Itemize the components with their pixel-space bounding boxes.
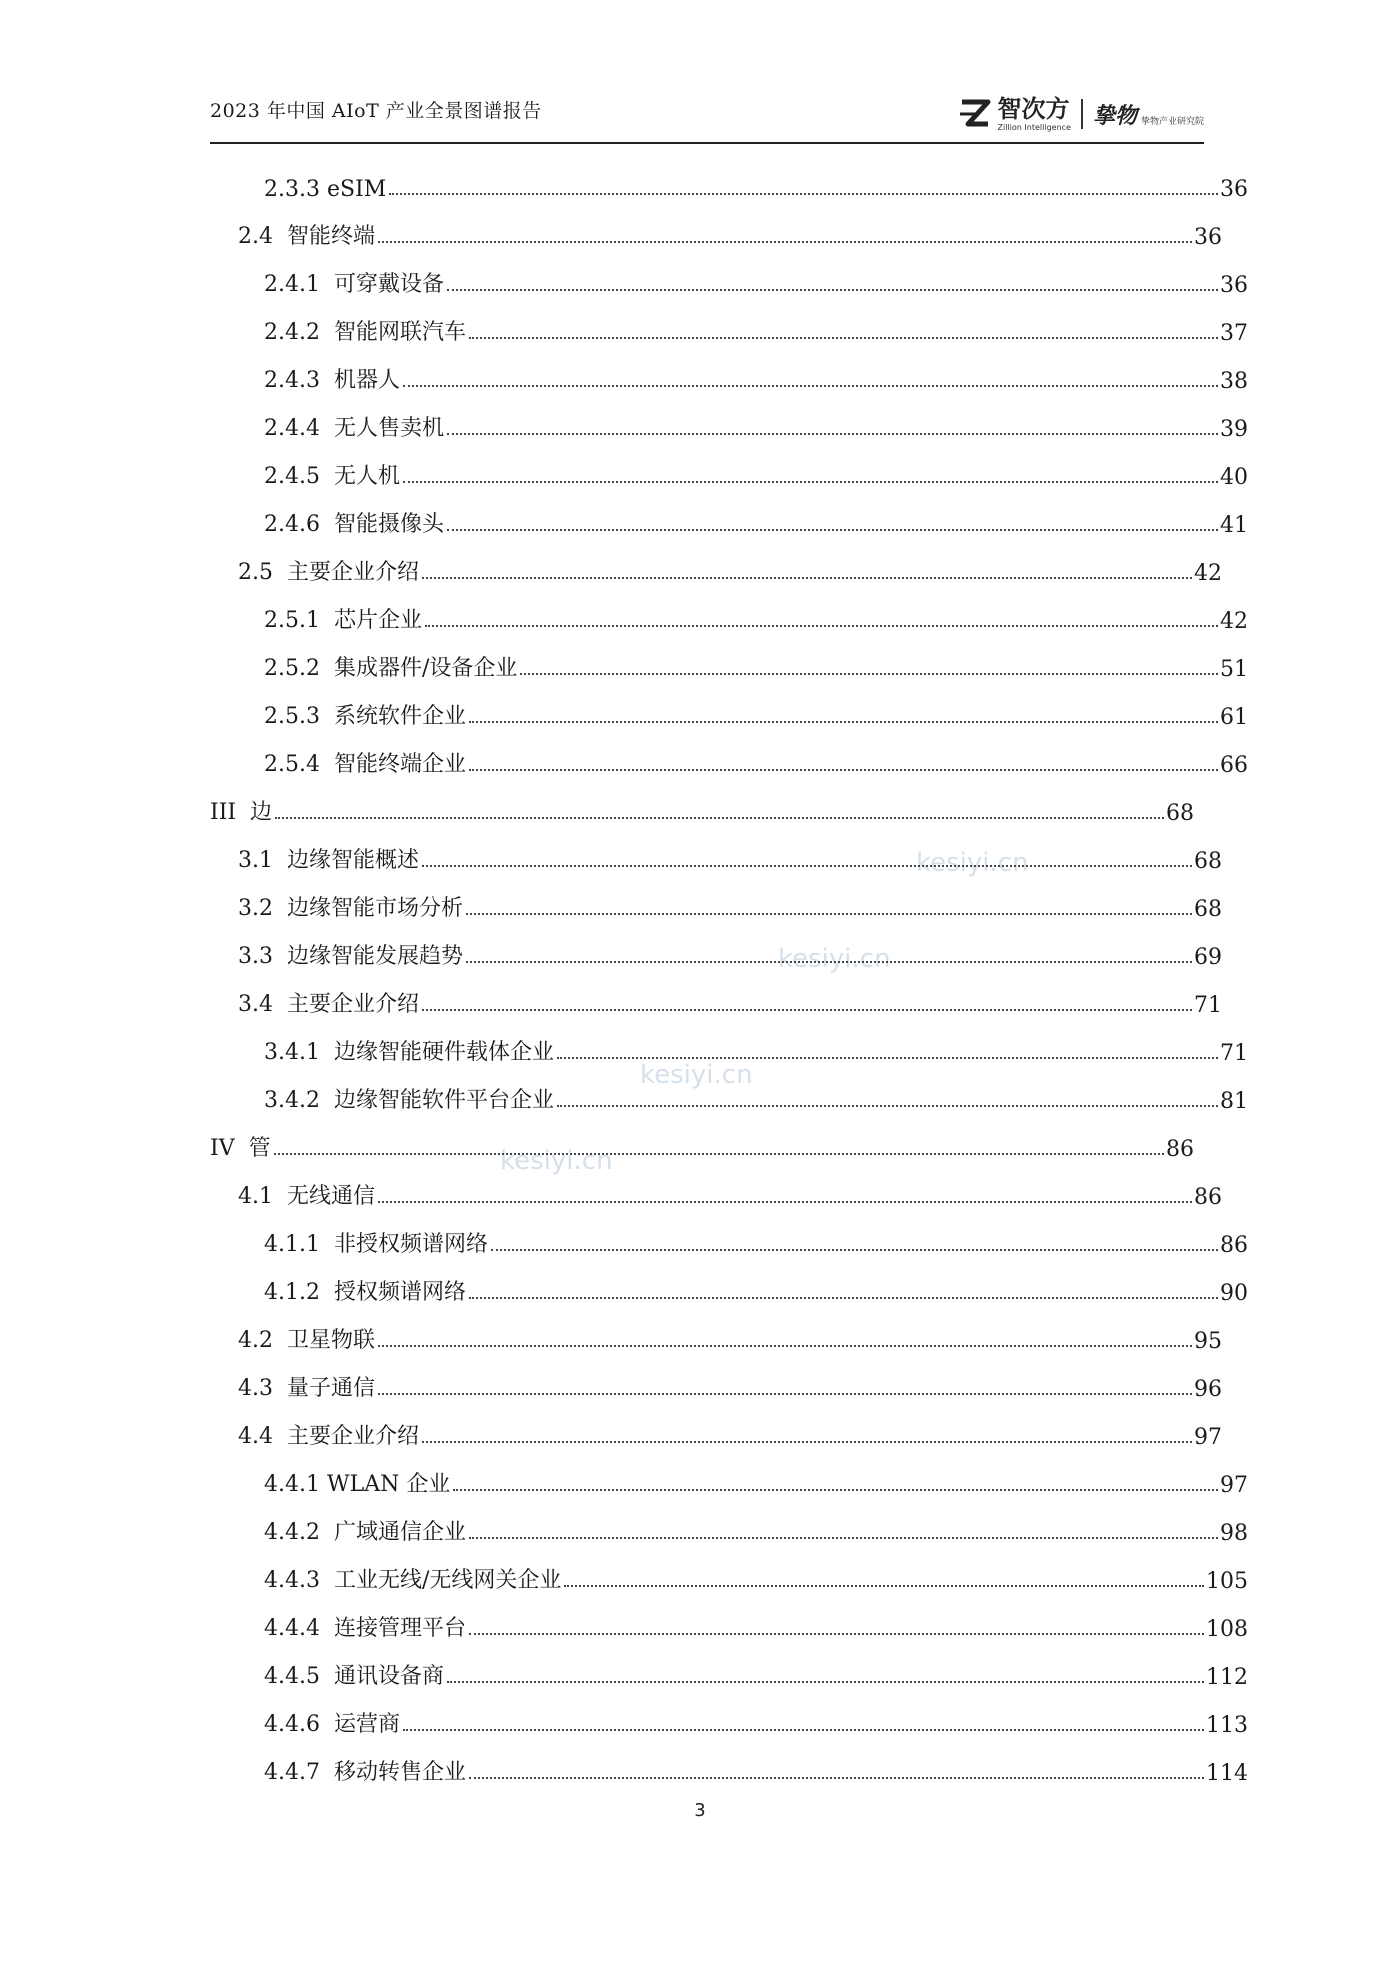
toc-leader-dots bbox=[466, 961, 1192, 963]
toc-entry-page: 112 bbox=[1206, 1665, 1248, 1690]
toc-entry[interactable] bbox=[210, 1320, 1222, 1354]
institute-name: 挚物产业研究院 bbox=[1140, 116, 1204, 127]
toc-entry[interactable] bbox=[210, 456, 1248, 490]
toc-entry-page: 41 bbox=[1220, 513, 1248, 538]
toc-entry-page: 40 bbox=[1220, 465, 1248, 490]
watermark-text: kesiyi.cn bbox=[500, 1146, 613, 1176]
toc-entry-page: 71 bbox=[1220, 1041, 1248, 1066]
toc-entry-page: 38 bbox=[1220, 369, 1248, 394]
toc-leader-dots bbox=[422, 865, 1192, 867]
toc-entry-label: 2.5.3 系统软件企业 bbox=[264, 699, 467, 730]
logo-divider bbox=[1081, 99, 1083, 129]
toc-entry-page: 61 bbox=[1220, 705, 1248, 730]
toc-entry-page: 36 bbox=[1220, 273, 1248, 298]
toc-entry-page: 42 bbox=[1194, 561, 1222, 586]
toc-entry-page: 36 bbox=[1194, 225, 1222, 250]
toc-entry-label: 3.4 主要企业介绍 bbox=[238, 987, 420, 1018]
toc-entry[interactable] bbox=[210, 1656, 1248, 1690]
toc-entry[interactable] bbox=[210, 264, 1248, 298]
toc-entry-page: 69 bbox=[1194, 945, 1222, 970]
toc-entry-label: 4.4.4 连接管理平台 bbox=[264, 1611, 467, 1642]
toc-entry-page: 68 bbox=[1194, 849, 1222, 874]
toc-entry-label: 3.4.2 边缘智能软件平台企业 bbox=[264, 1083, 555, 1114]
toc-entry-label: 4.1.2 授权频谱网络 bbox=[264, 1275, 467, 1306]
toc-entry-label: 2.4.5 无人机 bbox=[264, 459, 401, 490]
toc-entry-page: 114 bbox=[1206, 1761, 1248, 1786]
toc-leader-dots bbox=[469, 769, 1218, 771]
toc-leader-dots bbox=[469, 721, 1218, 723]
logo-en: Zillion Intelligence bbox=[997, 122, 1071, 132]
toc-entry-label: IV 管 bbox=[210, 1131, 272, 1162]
toc-leader-dots bbox=[274, 1153, 1164, 1155]
toc-entry[interactable] bbox=[210, 1704, 1248, 1738]
toc-entry-label: 2.5 主要企业介绍 bbox=[238, 555, 420, 586]
toc-entry-page: 86 bbox=[1166, 1137, 1194, 1162]
toc-entry[interactable] bbox=[210, 648, 1248, 682]
toc-entry-label: 2.5.2 集成器件/设备企业 bbox=[264, 651, 518, 682]
toc-leader-dots bbox=[403, 1729, 1204, 1731]
publisher-logo bbox=[958, 92, 1204, 136]
toc-entry[interactable] bbox=[210, 984, 1222, 1018]
toc-entry-page: 86 bbox=[1194, 1185, 1222, 1210]
toc-leader-dots bbox=[403, 481, 1218, 483]
watermark-text: kesiyi.cn bbox=[640, 1060, 753, 1090]
toc-entry-page: 42 bbox=[1220, 609, 1248, 634]
logo-text bbox=[997, 94, 1071, 132]
toc-entry-label: 4.4.6 运营商 bbox=[264, 1707, 401, 1738]
toc-entry[interactable] bbox=[210, 888, 1222, 922]
toc-leader-dots bbox=[425, 625, 1218, 627]
toc-entry-label: 2.4.6 智能摄像头 bbox=[264, 507, 445, 538]
toc-entry-page: 68 bbox=[1166, 801, 1194, 826]
toc-entry-label: 3.4.1 边缘智能硬件载体企业 bbox=[264, 1035, 555, 1066]
toc-entry-page: 96 bbox=[1194, 1377, 1222, 1402]
toc-leader-dots bbox=[403, 385, 1218, 387]
toc-entry-label: 4.1 无线通信 bbox=[238, 1179, 376, 1210]
toc-entry-label: 2.4.2 智能网联汽车 bbox=[264, 315, 467, 346]
institute-logo-mark: 挚物 bbox=[1092, 103, 1137, 129]
toc-entry[interactable] bbox=[210, 1128, 1194, 1162]
toc-entry-label: 4.4.2 广域通信企业 bbox=[264, 1515, 467, 1546]
toc-leader-dots bbox=[557, 1057, 1218, 1059]
toc-entry-page: 71 bbox=[1194, 993, 1222, 1018]
toc-entry-label: 2.3.3 eSIM bbox=[264, 177, 387, 202]
toc-entry-label: 4.2 卫星物联 bbox=[238, 1323, 376, 1354]
toc-leader-dots bbox=[469, 337, 1218, 339]
toc-leader-dots bbox=[447, 433, 1218, 435]
toc-entry-page: 36 bbox=[1220, 177, 1248, 202]
toc-entry-page: 98 bbox=[1220, 1521, 1248, 1546]
toc-entry[interactable] bbox=[210, 1080, 1248, 1114]
toc-entry[interactable] bbox=[210, 936, 1222, 970]
toc-leader-dots bbox=[469, 1633, 1204, 1635]
toc-entry[interactable] bbox=[210, 408, 1248, 442]
toc-leader-dots bbox=[469, 1537, 1218, 1539]
toc-entry[interactable] bbox=[210, 360, 1248, 394]
toc-entry-label: 4.4 主要企业介绍 bbox=[238, 1419, 420, 1450]
page-number: 3 bbox=[694, 1800, 706, 1821]
toc-entry-page: 86 bbox=[1220, 1233, 1248, 1258]
toc-leader-dots bbox=[447, 1681, 1204, 1683]
toc-entry[interactable] bbox=[210, 504, 1248, 538]
toc-entry[interactable] bbox=[210, 696, 1248, 730]
toc-entry[interactable] bbox=[210, 1464, 1248, 1498]
toc-entry-label: 4.4.7 移动转售企业 bbox=[264, 1755, 467, 1786]
toc-entry[interactable] bbox=[210, 1176, 1222, 1210]
toc-leader-dots bbox=[447, 529, 1218, 531]
toc-entry[interactable] bbox=[210, 1752, 1248, 1786]
zillion-logo-icon bbox=[958, 98, 992, 130]
toc-leader-dots bbox=[378, 241, 1192, 243]
toc-entry-label: III 边 bbox=[210, 795, 273, 826]
toc-leader-dots bbox=[469, 1777, 1204, 1779]
toc-entry-page: 113 bbox=[1206, 1713, 1248, 1738]
toc-entry-label: 4.1.1 非授权频谱网络 bbox=[264, 1227, 489, 1258]
toc-entry[interactable] bbox=[210, 1368, 1222, 1402]
toc-leader-dots bbox=[453, 1489, 1218, 1491]
toc-leader-dots bbox=[466, 913, 1192, 915]
watermark-text: kesiyi.cn bbox=[916, 848, 1029, 878]
toc-entry[interactable] bbox=[210, 168, 1248, 202]
toc-entry[interactable] bbox=[210, 1512, 1248, 1546]
toc-leader-dots bbox=[422, 1441, 1192, 1443]
logo-cn: 智次方 bbox=[997, 94, 1070, 123]
toc-entry[interactable] bbox=[210, 216, 1222, 250]
toc-entry-label: 3.2 边缘智能市场分析 bbox=[238, 891, 464, 922]
toc-entry-label: 2.5.4 智能终端企业 bbox=[264, 747, 467, 778]
header-rule bbox=[210, 142, 1204, 144]
toc-leader-dots bbox=[520, 673, 1218, 675]
toc-leader-dots bbox=[275, 817, 1164, 819]
report-title: 2023 年中国 AIoT 产业全景图谱报告 bbox=[210, 100, 542, 122]
toc-entry-page: 81 bbox=[1220, 1089, 1248, 1114]
toc-entry[interactable] bbox=[210, 1272, 1248, 1306]
toc-entry-label: 3.1 边缘智能概述 bbox=[238, 843, 420, 874]
toc-entry[interactable] bbox=[210, 1560, 1248, 1594]
toc-entry[interactable] bbox=[210, 1032, 1248, 1066]
toc-entry-label: 2.4.4 无人售卖机 bbox=[264, 411, 445, 442]
toc-leader-dots bbox=[378, 1393, 1192, 1395]
toc-entry-page: 97 bbox=[1194, 1425, 1222, 1450]
toc-entry[interactable] bbox=[210, 792, 1194, 826]
toc-entry-label: 4.4.3 工业无线/无线网关企业 bbox=[264, 1563, 562, 1594]
watermark-text: kesiyi.cn bbox=[778, 944, 891, 974]
toc-entry-page: 95 bbox=[1194, 1329, 1222, 1354]
toc-entry-label: 2.4 智能终端 bbox=[238, 219, 376, 250]
toc-entry-page: 108 bbox=[1206, 1617, 1248, 1642]
toc-entry-page: 51 bbox=[1220, 657, 1248, 682]
toc-entry[interactable] bbox=[210, 600, 1248, 634]
toc-leader-dots bbox=[422, 577, 1192, 579]
toc-leader-dots bbox=[491, 1249, 1218, 1251]
toc-leader-dots bbox=[564, 1585, 1204, 1587]
toc-entry-label: 4.4.5 通讯设备商 bbox=[264, 1659, 445, 1690]
toc-leader-dots bbox=[378, 1201, 1192, 1203]
toc-entry-page: 90 bbox=[1220, 1281, 1248, 1306]
toc-entry-page: 37 bbox=[1220, 321, 1248, 346]
toc-leader-dots bbox=[557, 1105, 1218, 1107]
toc-leader-dots bbox=[447, 289, 1218, 291]
toc-entry[interactable] bbox=[210, 744, 1248, 778]
toc-entry-page: 68 bbox=[1194, 897, 1222, 922]
toc-leader-dots bbox=[422, 1009, 1192, 1011]
toc-entry-label: 4.4.1 WLAN 企业 bbox=[264, 1467, 451, 1498]
toc-entry[interactable] bbox=[210, 312, 1248, 346]
toc-entry-page: 39 bbox=[1220, 417, 1248, 442]
toc-entry[interactable] bbox=[210, 552, 1222, 586]
toc-entry-label: 3.3 边缘智能发展趋势 bbox=[238, 939, 464, 970]
toc-entry[interactable] bbox=[210, 840, 1222, 874]
toc-leader-dots bbox=[389, 193, 1218, 195]
toc-entry[interactable] bbox=[210, 1416, 1222, 1450]
toc-leader-dots bbox=[469, 1297, 1218, 1299]
toc-entry-page: 105 bbox=[1206, 1569, 1248, 1594]
toc-entry-page: 66 bbox=[1220, 753, 1248, 778]
page-header bbox=[210, 92, 1204, 142]
toc-entry-page: 97 bbox=[1220, 1473, 1248, 1498]
toc-entry[interactable] bbox=[210, 1224, 1248, 1258]
toc-entry-label: 2.4.1 可穿戴设备 bbox=[264, 267, 445, 298]
toc-entry-label: 2.4.3 机器人 bbox=[264, 363, 401, 394]
toc-entry-label: 2.5.1 芯片企业 bbox=[264, 603, 423, 634]
toc-entry-label: 4.3 量子通信 bbox=[238, 1371, 376, 1402]
toc-entry[interactable] bbox=[210, 1608, 1248, 1642]
toc-leader-dots bbox=[378, 1345, 1192, 1347]
